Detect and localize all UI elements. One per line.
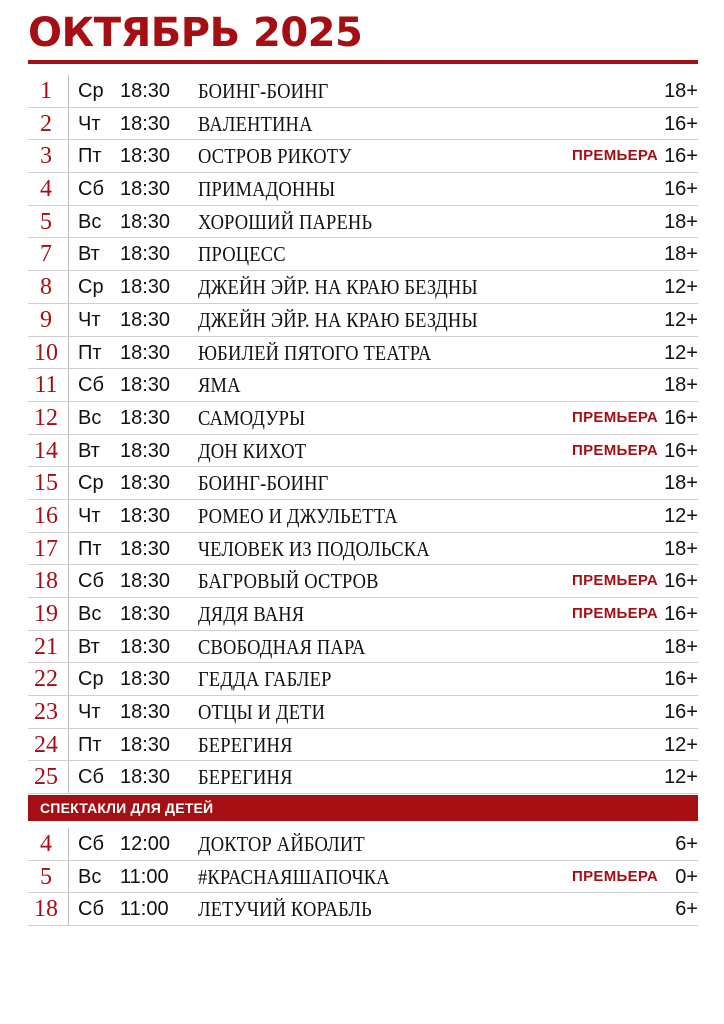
column-divider bbox=[68, 893, 69, 925]
schedule-row bbox=[28, 861, 698, 894]
column-divider bbox=[68, 467, 69, 499]
show-title: ДЯДЯ ВАНЯ bbox=[198, 602, 305, 626]
weekday: Пт bbox=[78, 537, 102, 560]
show-title: ЧЕЛОВЕК ИЗ ПОДОЛЬСКА bbox=[198, 536, 430, 561]
age-rating: 18+ bbox=[664, 537, 698, 560]
age-rating: 6+ bbox=[675, 833, 698, 855]
show-time: 18:30 bbox=[120, 472, 171, 495]
show-time: 18:30 bbox=[120, 766, 171, 789]
schedule-row bbox=[28, 598, 698, 631]
column-divider bbox=[68, 533, 69, 565]
schedule-row bbox=[28, 369, 698, 402]
show-title: ДОН КИХОТ bbox=[198, 438, 307, 463]
weekday: Ср bbox=[78, 668, 104, 691]
show-time: 18:30 bbox=[120, 243, 171, 266]
column-divider bbox=[68, 631, 69, 663]
age-rating: 16+ bbox=[664, 701, 698, 724]
weekday: Чт bbox=[78, 112, 101, 135]
column-divider bbox=[68, 500, 69, 532]
column-divider bbox=[68, 271, 69, 303]
weekday: Сб bbox=[78, 374, 104, 397]
schedule-row bbox=[28, 565, 698, 598]
show-time: 18:30 bbox=[120, 406, 171, 429]
column-divider bbox=[68, 828, 69, 860]
day-number: 11 bbox=[34, 372, 58, 399]
day-number: 8 bbox=[40, 274, 52, 301]
day-number: 3 bbox=[40, 143, 52, 170]
show-title: ЛЕТУЧИЙ КОРАБЛЬ bbox=[198, 897, 372, 922]
schedule-row bbox=[28, 533, 698, 566]
show-title: ОТЦЫ И ДЕТИ bbox=[198, 700, 326, 725]
day-number: 4 bbox=[40, 831, 52, 857]
column-divider bbox=[68, 75, 69, 107]
title-underline bbox=[28, 60, 698, 64]
day-number: 4 bbox=[40, 176, 52, 203]
day-number: 24 bbox=[34, 731, 58, 758]
day-number: 14 bbox=[34, 437, 58, 464]
schedule-table bbox=[28, 75, 698, 794]
age-rating: 18+ bbox=[664, 472, 698, 495]
schedule-row bbox=[28, 828, 698, 861]
column-divider bbox=[68, 696, 69, 728]
schedule-row bbox=[28, 761, 698, 794]
schedule-row bbox=[28, 108, 698, 141]
weekday: Сб bbox=[78, 766, 104, 789]
day-number: 21 bbox=[34, 633, 58, 660]
show-title: БЕРЕГИНЯ bbox=[198, 732, 293, 757]
show-time: 18:30 bbox=[120, 145, 171, 168]
day-number: 25 bbox=[34, 764, 58, 791]
schedule-row bbox=[28, 435, 698, 468]
column-divider bbox=[68, 238, 69, 270]
weekday: Пт bbox=[78, 341, 102, 364]
day-number: 7 bbox=[40, 241, 52, 268]
premiere-badge: ПРЕМЬЕРА bbox=[572, 441, 658, 459]
show-title: РОМЕО И ДЖУЛЬЕТТА bbox=[198, 503, 398, 528]
weekday: Вс bbox=[78, 865, 102, 888]
schedule-row bbox=[28, 893, 698, 926]
weekday: Вс bbox=[78, 210, 102, 233]
show-title: ОСТРОВ РИКОТУ bbox=[198, 144, 352, 169]
show-title: БАГРОВЫЙ ОСТРОВ bbox=[198, 569, 379, 594]
schedule-row bbox=[28, 304, 698, 337]
show-time: 18:30 bbox=[120, 210, 171, 233]
show-title: ПРИМАДОННЫ bbox=[198, 177, 336, 202]
show-title: БОИНГ-БОИНГ bbox=[198, 79, 329, 103]
age-rating: 18+ bbox=[664, 80, 698, 102]
age-rating: 6+ bbox=[675, 898, 698, 921]
day-number: 23 bbox=[34, 699, 58, 726]
page-title: ОКТЯБРЬ 2025 bbox=[28, 10, 363, 56]
age-rating: 16+ bbox=[664, 668, 698, 691]
weekday: Сб bbox=[78, 570, 104, 593]
show-time: 18:30 bbox=[120, 635, 171, 658]
day-number: 2 bbox=[40, 110, 52, 137]
column-divider bbox=[68, 435, 69, 467]
day-number: 15 bbox=[34, 470, 58, 497]
schedule-row bbox=[28, 631, 698, 664]
weekday: Чт bbox=[78, 701, 101, 724]
weekday: Сб bbox=[78, 898, 104, 921]
show-title: ВАЛЕНТИНА bbox=[198, 111, 313, 136]
column-divider bbox=[68, 598, 69, 630]
day-number: 19 bbox=[34, 601, 58, 627]
age-rating: 18+ bbox=[664, 243, 698, 266]
weekday: Вт bbox=[78, 439, 100, 462]
day-number: 5 bbox=[40, 208, 52, 235]
show-time: 12:00 bbox=[120, 833, 171, 855]
premiere-badge: ПРЕМЬЕРА bbox=[572, 408, 658, 426]
schedule-row bbox=[28, 206, 698, 239]
show-title: СВОБОДНАЯ ПАРА bbox=[198, 634, 366, 659]
schedule-row bbox=[28, 663, 698, 696]
column-divider bbox=[68, 861, 69, 893]
show-title: ГЕДДА ГАБЛЕР bbox=[198, 667, 332, 692]
weekday: Чт bbox=[78, 308, 101, 331]
column-divider bbox=[68, 369, 69, 401]
schedule-row bbox=[28, 337, 698, 370]
show-time: 18:30 bbox=[120, 341, 171, 364]
show-time: 11:00 bbox=[120, 865, 169, 888]
age-rating: 12+ bbox=[664, 276, 698, 299]
kids-section-header bbox=[28, 795, 698, 821]
show-title: БЕРЕГИНЯ bbox=[198, 765, 293, 790]
column-divider bbox=[68, 663, 69, 695]
weekday: Сб bbox=[78, 178, 104, 201]
age-rating: 16+ bbox=[664, 112, 698, 135]
premiere-badge: ПРЕМЬЕРА bbox=[572, 867, 658, 885]
weekday: Вс bbox=[78, 603, 102, 625]
show-title: САМОДУРЫ bbox=[198, 405, 306, 430]
day-number: 17 bbox=[34, 535, 58, 562]
weekday: Ср bbox=[78, 80, 104, 102]
age-rating: 18+ bbox=[664, 210, 698, 233]
day-number: 18 bbox=[34, 568, 58, 595]
age-rating: 0+ bbox=[675, 865, 698, 888]
show-time: 18:30 bbox=[120, 701, 171, 724]
show-title: ДОКТОР АЙБОЛИТ bbox=[198, 832, 365, 856]
schedule-row bbox=[28, 140, 698, 173]
column-divider bbox=[68, 337, 69, 369]
day-number: 22 bbox=[34, 666, 58, 693]
show-title: ЮБИЛЕЙ ПЯТОГО ТЕАТРА bbox=[198, 340, 432, 365]
show-time: 18:30 bbox=[120, 668, 171, 691]
schedule-row bbox=[28, 729, 698, 762]
schedule-row bbox=[28, 75, 698, 108]
show-time: 18:30 bbox=[120, 537, 171, 560]
weekday: Пт bbox=[78, 733, 102, 756]
age-rating: 16+ bbox=[664, 570, 698, 593]
show-title: ПРОЦЕСС bbox=[198, 242, 286, 267]
weekday: Вт bbox=[78, 635, 100, 658]
age-rating: 16+ bbox=[664, 603, 698, 625]
schedule-row bbox=[28, 402, 698, 435]
show-title: ДЖЕЙН ЭЙР. НА КРАЮ БЕЗДНЫ bbox=[198, 307, 478, 332]
column-divider bbox=[68, 206, 69, 238]
schedule-row bbox=[28, 173, 698, 206]
age-rating: 12+ bbox=[664, 504, 698, 527]
column-divider bbox=[68, 173, 69, 205]
show-time: 18:30 bbox=[120, 570, 171, 593]
day-number: 18 bbox=[34, 896, 58, 923]
show-time: 18:30 bbox=[120, 276, 171, 299]
age-rating: 16+ bbox=[664, 178, 698, 201]
show-title: БОИНГ-БОИНГ bbox=[198, 471, 329, 496]
schedule-row bbox=[28, 238, 698, 271]
schedule-row bbox=[28, 467, 698, 500]
age-rating: 18+ bbox=[664, 635, 698, 658]
show-time: 11:00 bbox=[120, 898, 169, 921]
weekday: Ср bbox=[78, 276, 104, 299]
show-time: 18:30 bbox=[120, 112, 171, 135]
day-number: 5 bbox=[40, 863, 52, 890]
column-divider bbox=[68, 140, 69, 172]
age-rating: 12+ bbox=[664, 766, 698, 789]
schedule-row bbox=[28, 271, 698, 304]
age-rating: 12+ bbox=[664, 341, 698, 364]
schedule-row bbox=[28, 696, 698, 729]
weekday: Сб bbox=[78, 833, 104, 855]
show-time: 18:30 bbox=[120, 504, 171, 527]
day-number: 9 bbox=[40, 306, 52, 333]
show-time: 18:30 bbox=[120, 603, 171, 625]
show-title: ЯМА bbox=[198, 373, 241, 398]
column-divider bbox=[68, 729, 69, 761]
column-divider bbox=[68, 304, 69, 336]
premiere-badge: ПРЕМЬЕРА bbox=[572, 605, 658, 622]
show-title: ХОРОШИЙ ПАРЕНЬ bbox=[198, 209, 373, 234]
premiere-badge: ПРЕМЬЕРА bbox=[572, 147, 658, 165]
kids-section-label: СПЕКТАКЛИ ДЛЯ ДЕТЕЙ bbox=[40, 800, 214, 816]
weekday: Вс bbox=[78, 406, 102, 429]
show-time: 18:30 bbox=[120, 308, 171, 331]
show-time: 18:30 bbox=[120, 374, 171, 397]
column-divider bbox=[68, 761, 69, 793]
show-time: 18:30 bbox=[120, 439, 171, 462]
age-rating: 12+ bbox=[664, 733, 698, 756]
schedule-row bbox=[28, 500, 698, 533]
premiere-badge: ПРЕМЬЕРА bbox=[572, 572, 658, 590]
day-number: 16 bbox=[34, 502, 58, 529]
show-title: #КРАСНАЯШАПОЧКА bbox=[198, 864, 390, 889]
age-rating: 18+ bbox=[664, 374, 698, 397]
age-rating: 16+ bbox=[664, 439, 698, 462]
day-number: 12 bbox=[34, 404, 58, 431]
age-rating: 16+ bbox=[664, 406, 698, 429]
column-divider bbox=[68, 108, 69, 140]
day-number: 10 bbox=[34, 339, 58, 366]
show-time: 18:30 bbox=[120, 178, 171, 201]
weekday: Пт bbox=[78, 145, 102, 168]
age-rating: 12+ bbox=[664, 308, 698, 331]
kids-schedule-table bbox=[28, 828, 698, 926]
age-rating: 16+ bbox=[664, 145, 698, 168]
weekday: Ср bbox=[78, 472, 104, 495]
weekday: Чт bbox=[78, 504, 101, 527]
show-time: 18:30 bbox=[120, 733, 171, 756]
show-title: ДЖЕЙН ЭЙР. НА КРАЮ БЕЗДНЫ bbox=[198, 275, 478, 300]
column-divider bbox=[68, 402, 69, 434]
weekday: Вт bbox=[78, 243, 100, 266]
show-time: 18:30 bbox=[120, 80, 171, 102]
column-divider bbox=[68, 565, 69, 597]
day-number: 1 bbox=[40, 78, 52, 104]
